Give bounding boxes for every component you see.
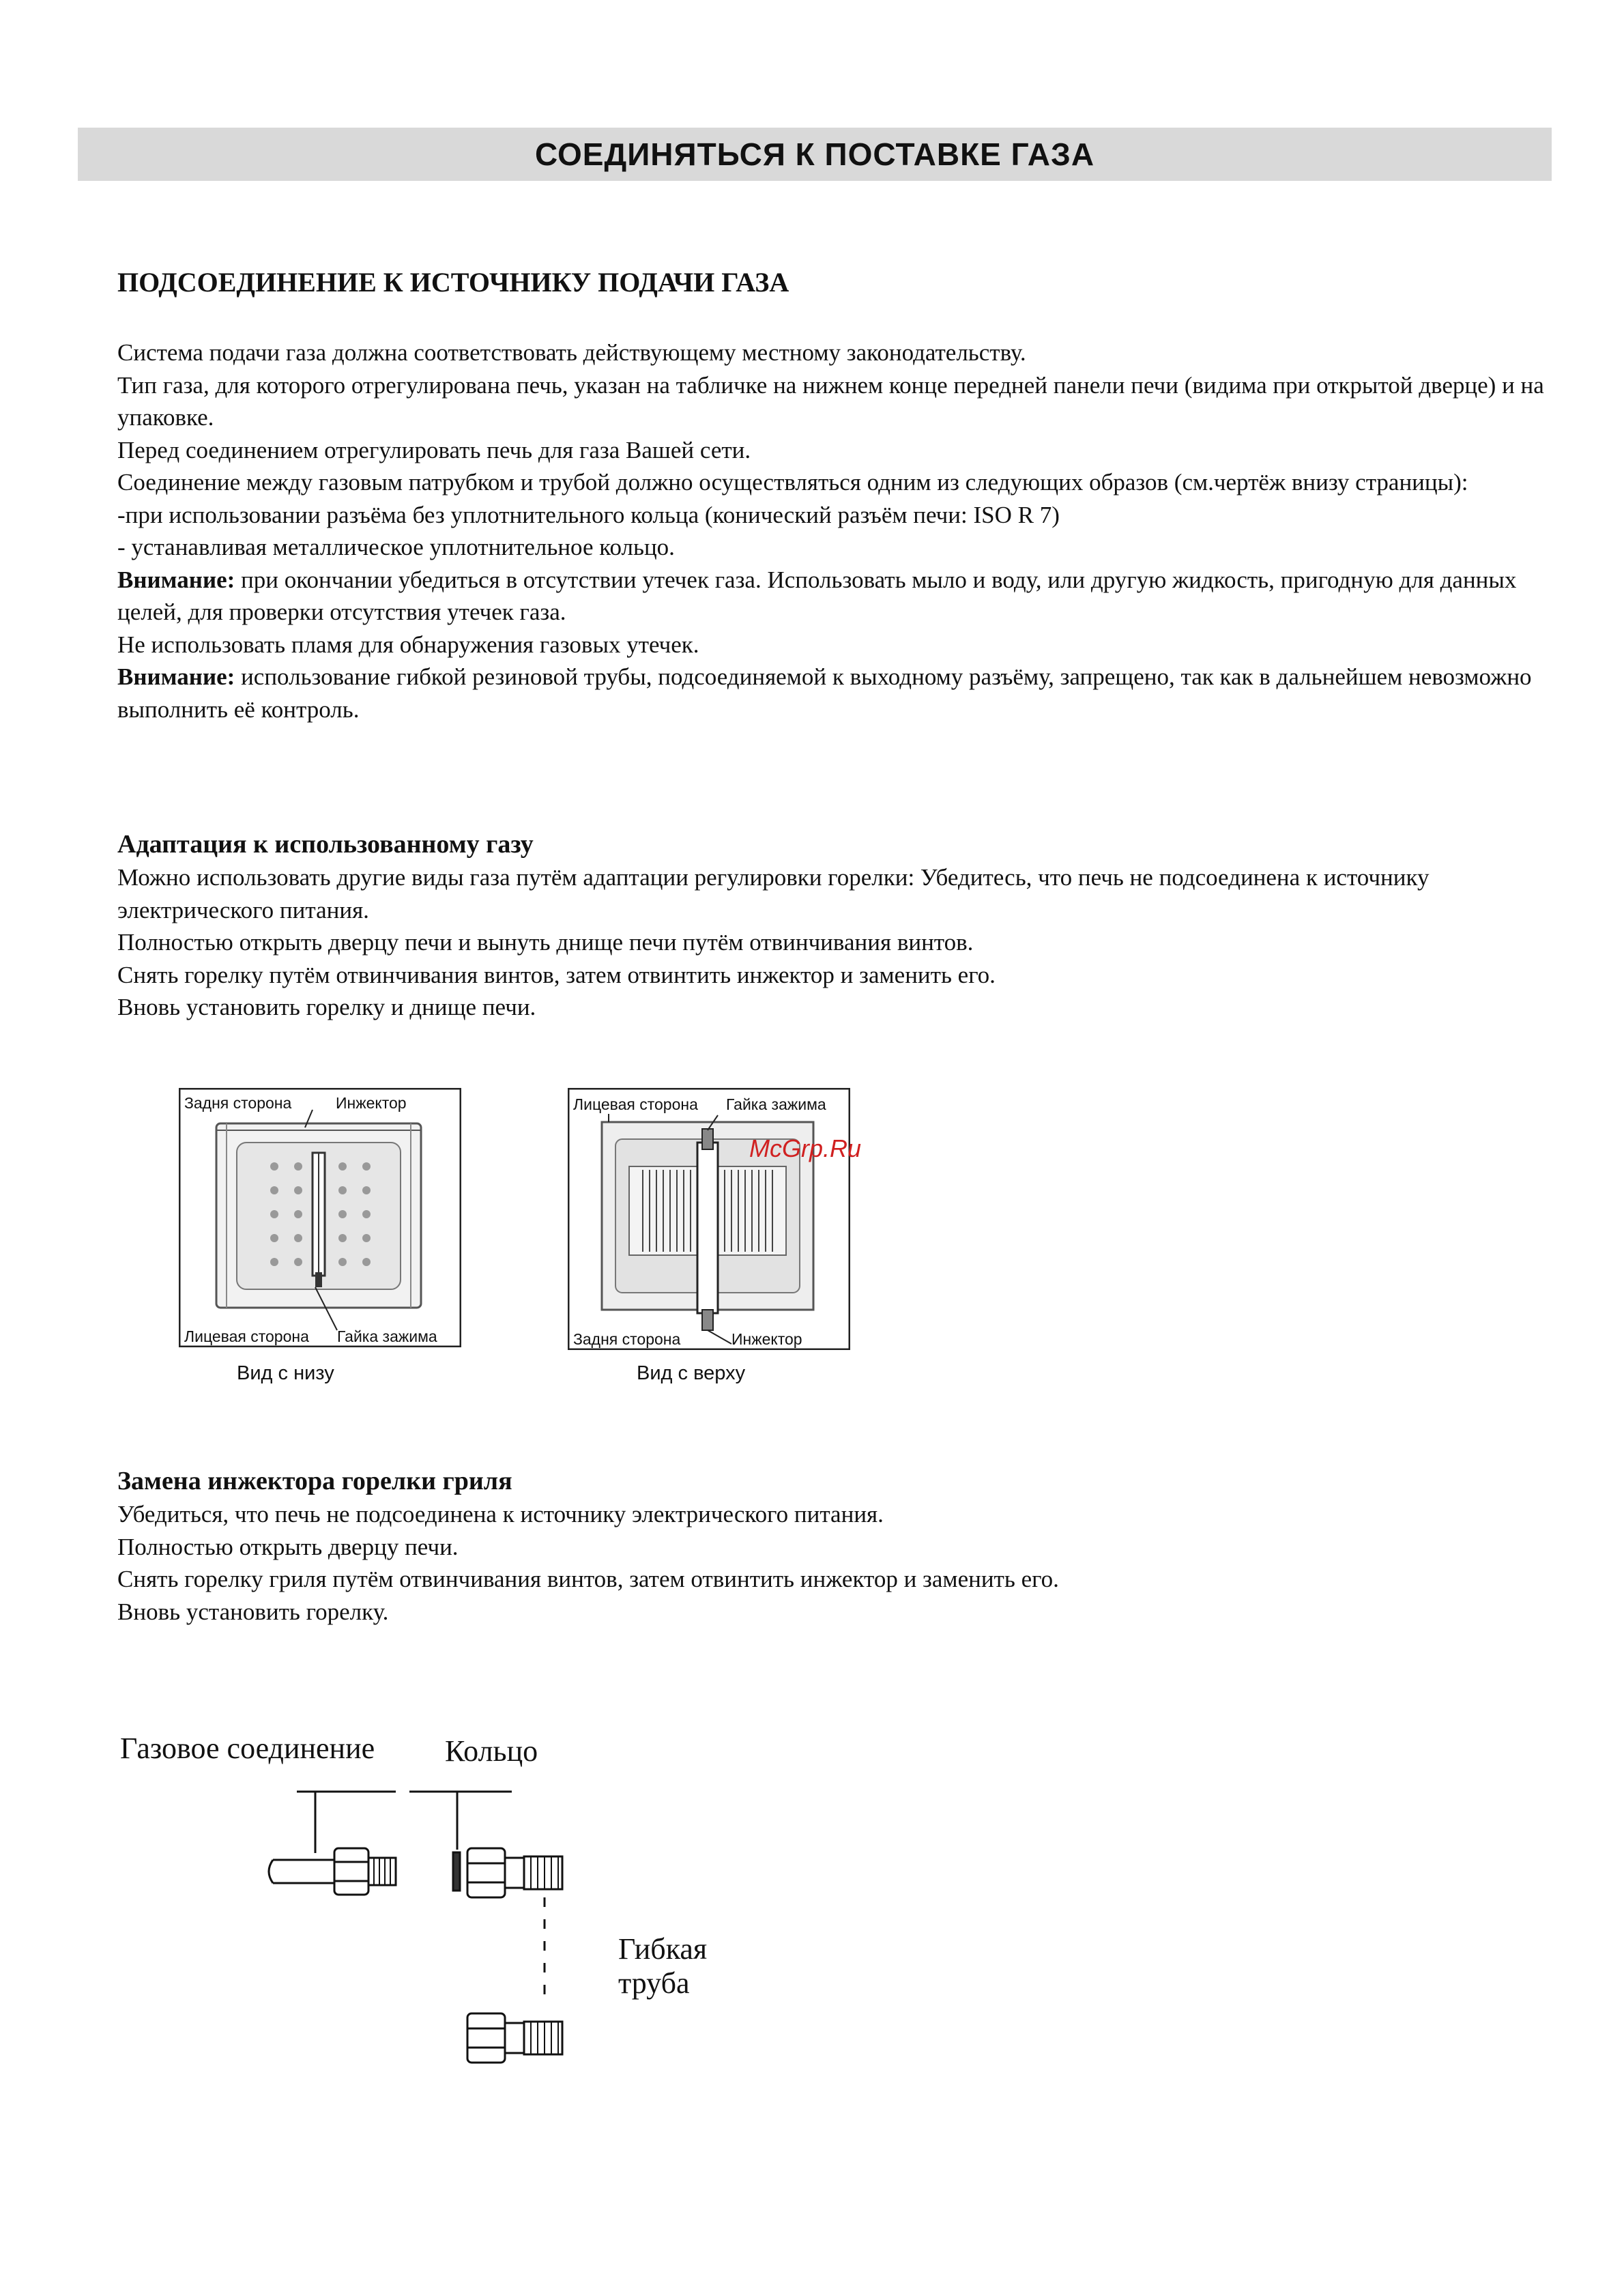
section-body-grill-injector [117,1498,1550,1628]
paragraph: Тип газа, для которого отрегулирована печь, указан на табличке на нижнем конце передней панели печи (видима при открытой дверце) и на упаковке. [117,371,1544,431]
label-injector: Инжектор [336,1094,407,1112]
section-heading-grill-injector: Замена инжектора горелки гриля [117,1467,512,1495]
warning-paragraph [117,661,1550,726]
label-flexible-pipe-1: Гибкая [618,1932,708,1966]
paragraph: Вновь установить горелку. [117,1598,389,1625]
paragraph: Полностью открыть дверцу печи и вынуть днище печи путём отвинчивания винтов. [117,929,974,956]
label-clamp-nut: Гайка зажима [726,1095,826,1113]
paragraph: Снять горелку путём отвинчивания винтов, затем отвинтить инжектор и заменить его. [117,961,996,988]
label-ring: Кольцо [445,1734,538,1768]
watermark: McGrp.Ru [749,1134,862,1162]
oven-top-view-figure [568,1088,850,1350]
section-body-gas-adaptation [117,861,1550,1024]
paragraph: Система подачи газа должна соответствовать действующему местному законодательству. [117,339,1026,366]
label-flexible-pipe-2: труба [618,1966,690,2000]
warning-text: использование гибкой резиновой трубы, подсоединяемой к выходному разъёму, запрещено, так как в дальнейшем невозможно выполнить её контроль. [117,663,1532,723]
label-front-side: Лицевая сторона [573,1095,698,1113]
section-heading-gas-adaptation: Адаптация к использованному газу [117,830,534,859]
paragraph: - устанавливая металлическое уплотнительное кольцо. [117,534,675,560]
warning-text: при окончании убедиться в отсутствии утечек газа. Использовать мыло и воду, или другую жидкость, пригодную для данных целей, для проверки отсутствия утечек газа. [117,566,1517,625]
section-heading-gas-connection: ПОДСОЕДИНЕНИЕ К ИСТОЧНИКУ ПОДАЧИ ГАЗА [117,267,789,298]
paragraph: Убедиться, что печь не подсоединена к источнику электрического питания. [117,1501,884,1527]
label-front-side: Лицевая сторона [184,1328,309,1345]
label-gas-connection: Газовое соединение [120,1732,375,1765]
paragraph: Перед соединением отрегулировать печь для газа Вашей сети. [117,436,751,463]
paragraph: Не использовать пламя для обнаружения газовых утечек. [117,631,699,658]
page-banner [78,128,1552,181]
paragraph: Снять горелку гриля путём отвинчивания винтов, затем отвинтить инжектор и заменить его. [117,1566,1059,1592]
section-body-gas-connection [117,336,1550,726]
gas-fitting-diagram [259,1781,628,2082]
paragraph: Соединение между газовым патрубком и трубой должно осуществляться одним из следующих образов (см.чертёж внизу страницы): [117,469,1468,496]
paragraph: Полностью открыть дверцу печи. [117,1533,459,1560]
warning-label: Внимание: [117,663,235,690]
label-back-side: Задня сторона [184,1094,292,1112]
oven-bottom-view-figure [179,1088,461,1347]
label-clamp-nut: Гайка зажима [337,1328,437,1345]
figure-caption-bottom-view: Вид с низу [237,1362,334,1384]
warning-paragraph [117,564,1550,629]
banner-title: СОЕДИНЯТЬСЯ К ПОСТАВКЕ ГАЗА [534,137,1095,172]
paragraph: Вновь установить горелку и днище печи. [117,994,536,1020]
warning-label: Внимание: [117,566,235,593]
paragraph: Можно использовать другие виды газа путём адаптации регулировки горелки: Убедитесь, что печь не подсоединена к источнику электрического питания. [117,864,1430,923]
paragraph: -при использовании разъёма без уплотнительного кольца (конический разъём печи: ISO R 7) [117,501,1060,528]
figure-caption-top-view: Вид с верху [637,1362,746,1384]
label-injector: Инжектор [731,1330,802,1348]
label-back-side: Задня сторона [573,1330,681,1348]
